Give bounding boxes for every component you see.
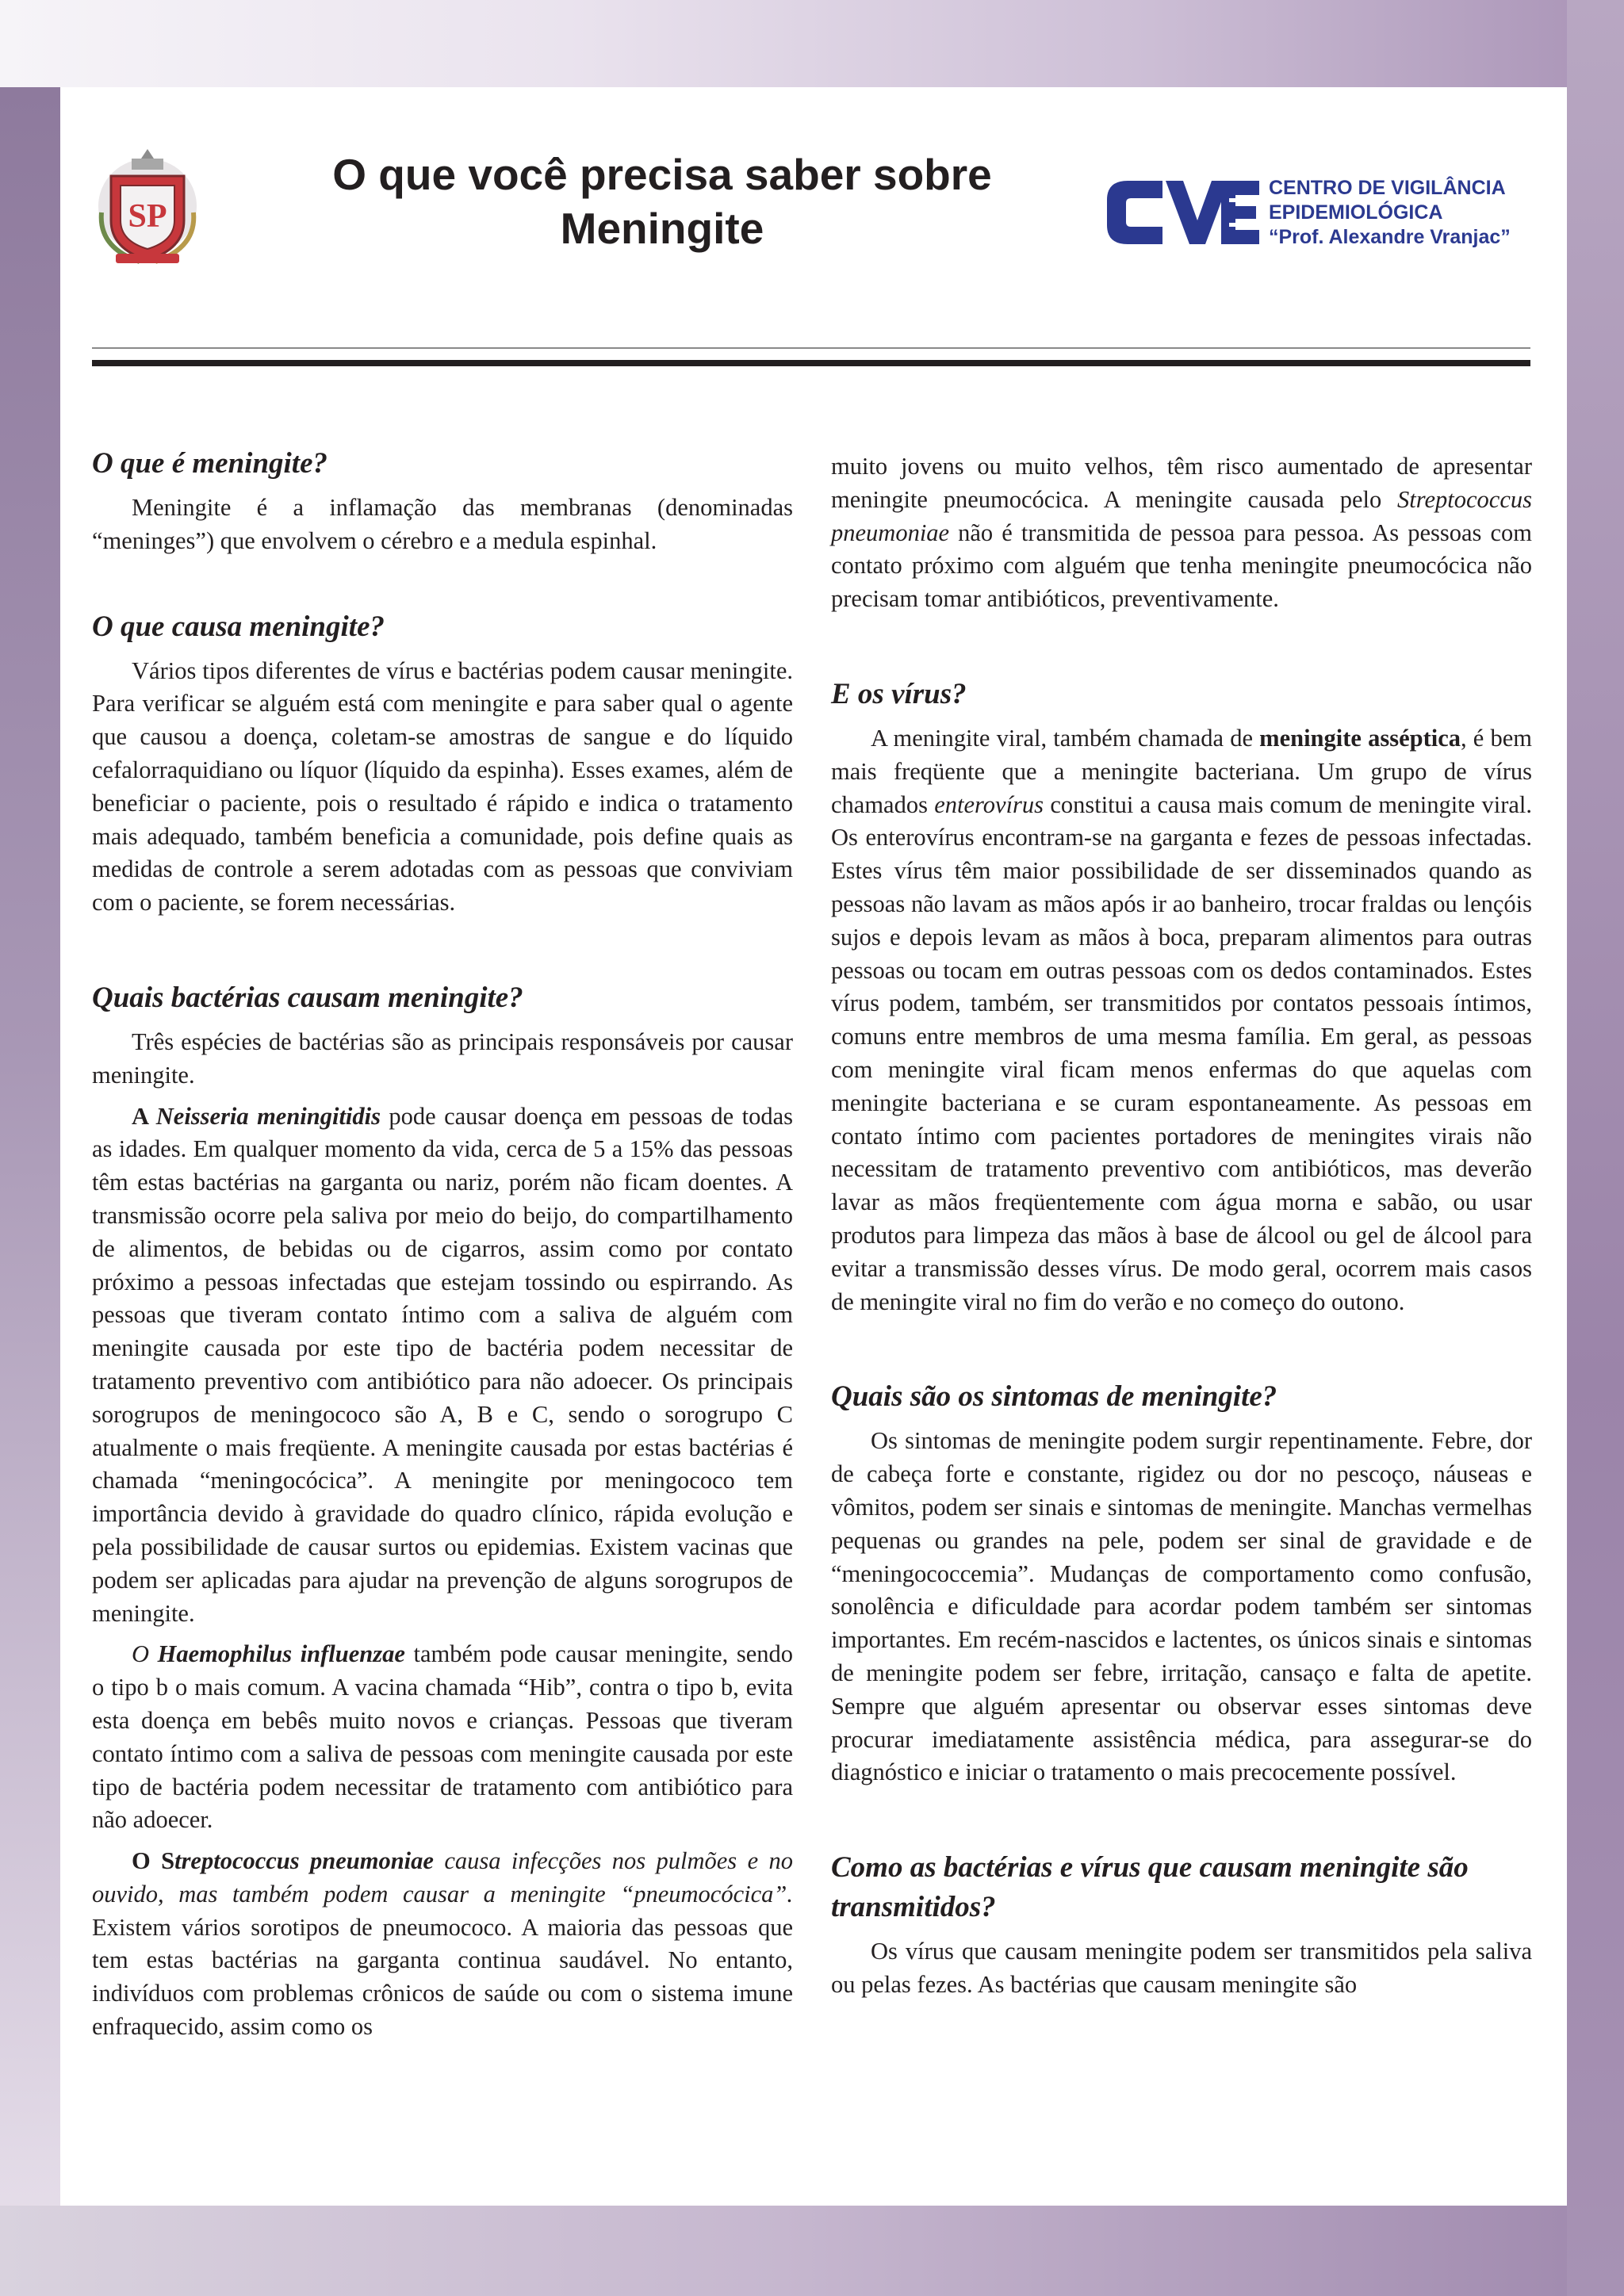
organization-name — [1269, 176, 1554, 250]
left-frame-band — [0, 87, 60, 2220]
paragraph-haemophilus: O Haemophilus influenzae também pode causar meningite, sendo o tipo b o mais comum. A vacina chamada “Hib”, contra o tipo b, evita esta doença em bebês muito novos e crianças. Pessoas que tiveram contato íntimo com a saliva de pessoas com meningite causada por este tipo de bactéria podem necessitar de tratamento com antibiótico para não adoecer. — [92, 1640, 793, 1834]
cve-logo-text: CVE — [1104, 176, 1105, 177]
header-divider-thin — [92, 347, 1530, 349]
org-line-1: CENTRO DE VIGILÂNCIA — [1269, 177, 1506, 199]
org-line-3: “Prof. Alexandre Vranjac” — [1269, 226, 1511, 248]
paragraph-what-is: Meningite é a inflamação das membranas (denominadas “meninges”) que envolvem o cérebro e a medula espinhal. — [92, 494, 793, 554]
heading-transmission: Como as bactérias e vírus que causam meningite são transmitidos? — [831, 1851, 1469, 1924]
heading-symptoms: Quais são os sintomas de meningite? — [831, 1380, 1277, 1414]
paragraph-symptoms: Os sintomas de meningite podem surgir repentinamente. Febre, dor de cabeça forte e constante, rigidez ou dor no pescoço, náuseas e vômitos, podem ser sinais e sintomas de meningite. Manchas vermelhas pequenas ou grandes na pele, podem ser sinal de gravidade e de “meningococcemia”. Mudanças de comportamento como confusão, sonolência e dificuldade para acordar podem também ser sintomas importantes. Em recém-nascidos e lactentes, os únicos sinais e sintomas de meningite podem ser febre, irritação, cansaço e falta de apetite. Sempre que alguém apresentar ou observar esses sintomas deve procurar imediatamente assistência médica, para assegurar-se do diagnóstico e iniciar o tratamento o mais precocemente possível. — [831, 1427, 1532, 1786]
paragraph-causes: Vários tipos diferentes de vírus e bactérias podem causar meningite. Para verificar se alguém está com meningite e para saber qual o agente que causou a doença, coletam-se amostras de sangue e do líquido cefalorraquidiano ou líquor (líquido da espinha). Esses exames, além de beneficiar o paciente, pois o resultado é rápido e indica o tratamento mais adequado, também beneficia a comunidade, pois define quais as medidas de controle a serem adotadas com as pessoas que conviviam com o paciente, se forem necessárias. — [92, 656, 793, 916]
heading-what-is: O que é meningite? — [92, 447, 328, 480]
paragraph-bacteria-intro: Três espécies de bactérias são as principais responsáveis por causar meningite. — [92, 1027, 793, 1089]
heading-viruses: E os vírus? — [831, 677, 967, 710]
header-divider-thick — [92, 360, 1530, 366]
paragraph-viruses: A meningite viral, também chamada de meningite asséptica, é bem mais freqüente que a meningite bacteriana. Um grupo de vírus chamados enterovírus constitui a causa mais comum de meningite viral. Os enterovírus encontram-se na garganta e fezes de pessoas infectadas. Estes vírus têm maior possibilidade de ser disseminados quando as pessoas não lavam as mãos após ir ao banheiro, trocar fraldas ou lençóis sujos e depois levam as mãos à boca, preparam alimentos para outras pessoas ou tocam em outras pessoas com os dedos contaminados. Estes vírus podem, também, ser transmitidos por contatos pessoais íntimos, comuns entre membros de uma mesma família. Em geral, as pessoas com meningite viral ficam menos enfermas do que aquelas com meningite bacteriana e se curam espontaneamente. As pessoas em contato íntimo com pacientes portadores de meningites virais não necessitam de tratamento preventivo com antibióticos, mas deverão lavar as mãos freqüentemente com água morna e sabão, ou usar produtos para limpeza das mãos à base de álcool ou gel de álcool para evitar a transmissão desses vírus. De modo geral, ocorrem mais casos de meningite viral no fim do verão e no começo do outono. — [831, 724, 1532, 1315]
left-column — [92, 444, 793, 2044]
paragraph-transmission: Os vírus que causam meningite podem ser transmitidos pela saliva ou pelas fezes. As bactérias que causam meningite são — [831, 1938, 1532, 1998]
title-line-2: Meningite — [560, 204, 764, 253]
emblem-letters: SP — [128, 198, 167, 235]
org-line-2: EPIDEMIOLÓGICA — [1269, 201, 1443, 224]
paragraph-streptococcus-continued: muito jovens ou muito velhos, têm risco aumentado de apresentar meningite pneumocócica. A meningite causada pelo Streptococcus pneumoniae não é transmitida de pessoa para pessoa. As pessoas com contato próximo com alguém que tenha meningite pneumocócica não precisam tomar antibióticos, preventivamente. — [831, 453, 1532, 613]
page-title — [270, 147, 1055, 255]
sao-paulo-emblem-icon — [92, 144, 203, 268]
heading-causes: O que causa meningite? — [92, 610, 385, 643]
right-frame-band — [1567, 0, 1624, 2296]
right-column — [831, 450, 1532, 2002]
paragraph-neisseria: A Neisseria meningitidis pode causar doença em pessoas de todas as idades. Em qualquer momento da vida, cerca de 5 a 15% das pessoas têm estas bactérias na garganta ou nariz, porém não ficam doentes. A transmissão ocorre pela saliva por meio do beijo, do compartilhamento de alimentos, de bebidas ou de cigarros, assim como por contato próximo a pessoas infectadas que estejam tossindo ou espirrando. As pessoas que tiveram contato íntimo com a saliva de alguém com meningite causada por este tipo de bactéria podem necessitar de tratamento preventivo com antibiótico para não adoecer. Os principais sorogrupos de meningococo são A, B e C, sendo o sorogrupo C atualmente o mais freqüente. A meningite causada por estas bactérias é chamada “meningocócica”. A meningite por meningococo tem importância devido à gravidade do quadro clínico, rápida evolução e pela possibilidade de causar surtos ou epidemias. Existem vacinas que podem ser aplicadas para ajudar na prevenção de alguns sorogrupos de meningite. — [92, 1102, 793, 1627]
heading-bacteria: Quais bactérias causam meningite? — [92, 981, 523, 1014]
cve-logo-icon — [1104, 176, 1262, 249]
streptococcus-name: treptococcus pneumoniae — [174, 1847, 434, 1875]
paragraph-streptococcus: O Streptococcus pneumoniae causa infecções nos pulmões e no ouvido, mas também podem causar a meningite “pneumocócica”. Existem vários sorotipos de pneumococo. A maioria das pessoas que tem estas bactérias na garganta continua saudável. No entanto, indivíduos com problemas crônicos de saúde ou com o sistema imune enfraquecido, assim como os — [92, 1847, 794, 2041]
haemophilus-name: Haemophilus influenzae — [157, 1640, 405, 1668]
bottom-frame-band — [0, 2206, 1567, 2296]
neisseria-name: Neisseria meningitidis — [155, 1102, 381, 1130]
title-line-1: O que você precisa saber sobre — [332, 150, 992, 199]
